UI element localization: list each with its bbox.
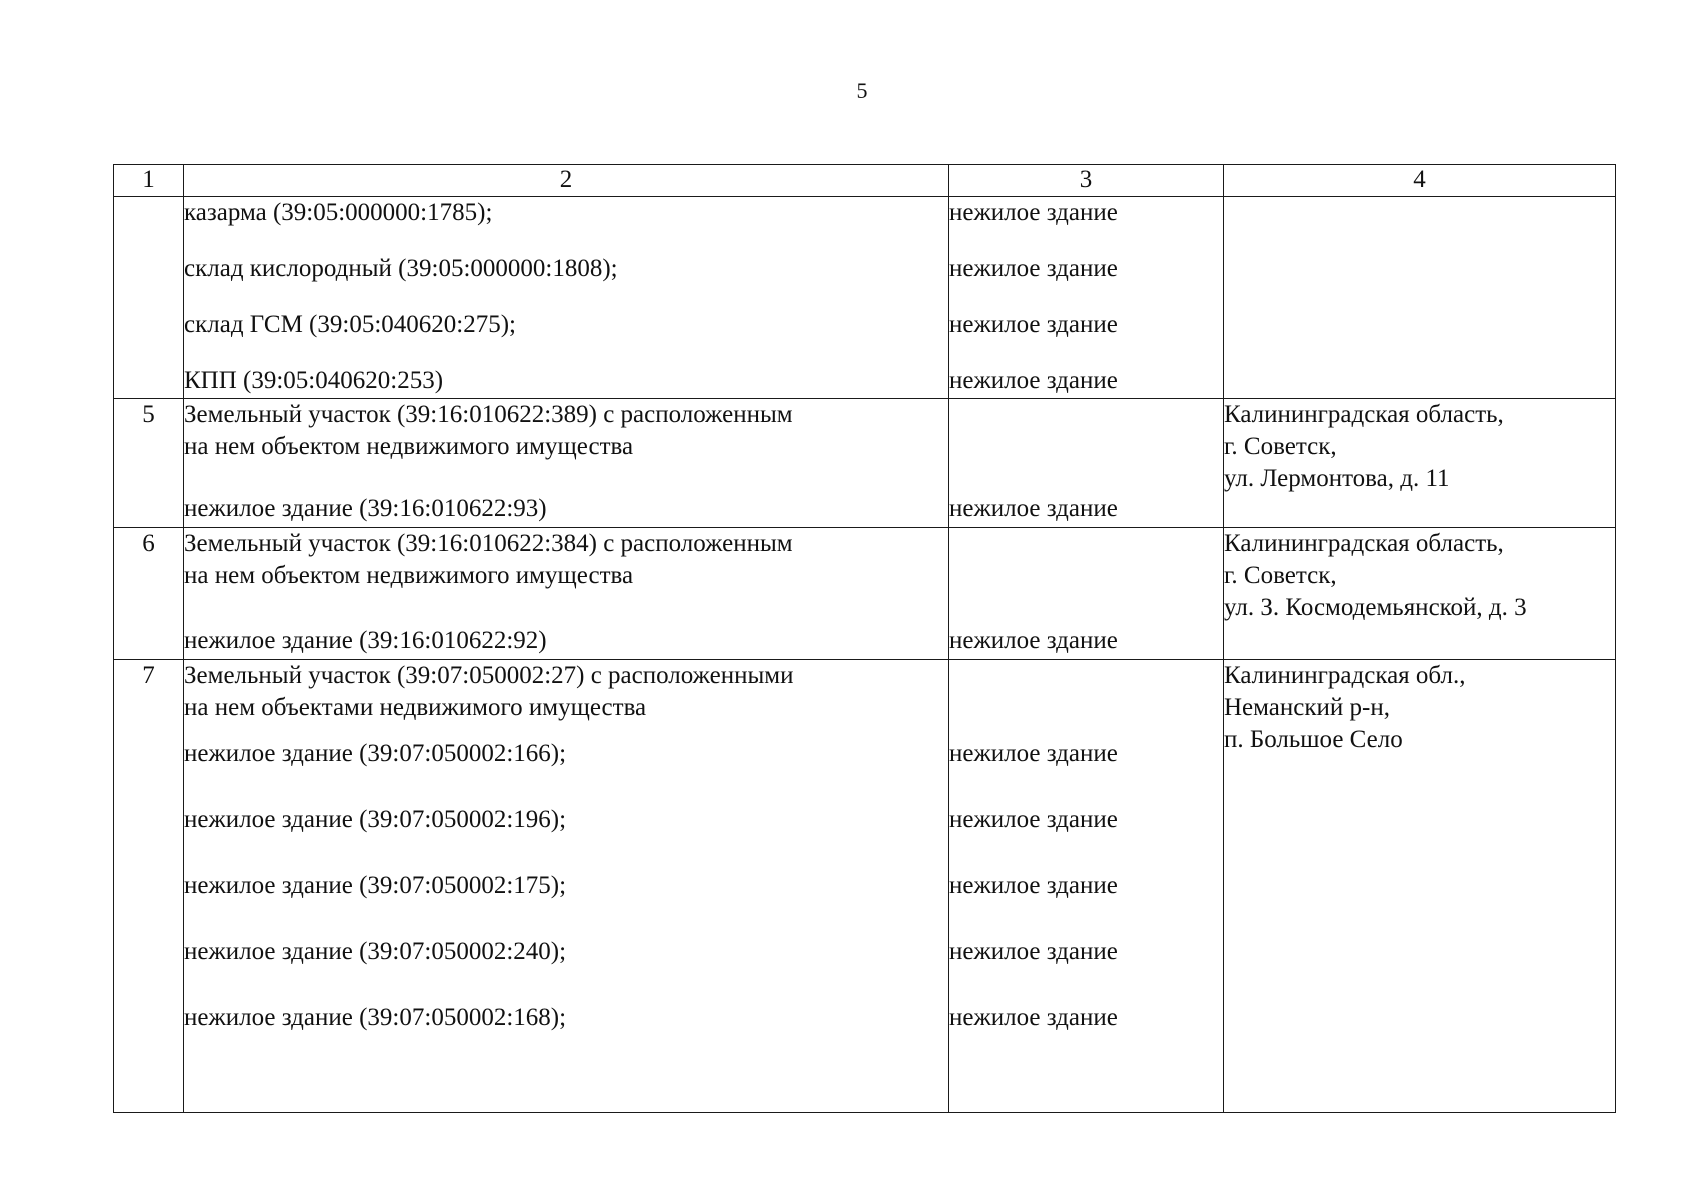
object-type: нежилое здание: [949, 938, 1118, 965]
plot-description-line: на нем объектом недвижимого имущества: [184, 433, 634, 460]
object-name: нежилое здание (39:07:050002:175);: [184, 872, 567, 899]
header-cell-1: 1: [114, 165, 184, 197]
object-type: нежилое здание: [949, 1004, 1118, 1031]
object-list-cell: [184, 197, 949, 399]
plot-description-line: на нем объектом недвижимого имущества: [184, 562, 634, 589]
object-type: нежилое здание: [949, 740, 1118, 767]
address-line: Калининградская область,: [1224, 401, 1504, 428]
address-cell: [1224, 197, 1616, 399]
object-name: склад ГСМ (39:05:040620:275);: [184, 311, 516, 338]
table-row: [114, 399, 1616, 528]
object-list-cell: [184, 399, 949, 528]
address-line: Калининградская обл.,: [1224, 662, 1466, 689]
object-name: нежилое здание (39:07:050002:240);: [184, 938, 567, 965]
row-number: 6: [114, 528, 184, 660]
object-name: казарма (39:05:000000:1785);: [184, 199, 493, 226]
object-type: нежилое здание: [949, 311, 1118, 338]
object-type-cell: [949, 197, 1224, 399]
object-type: нежилое здание: [949, 255, 1118, 282]
object-list-cell: [184, 528, 949, 660]
object-type: нежилое здание: [949, 872, 1118, 899]
object-type: нежилое здание: [949, 199, 1118, 226]
table-row: [114, 660, 1616, 1113]
address-line: Калининградская область,: [1224, 530, 1504, 557]
header-cell-2: 2: [184, 165, 949, 197]
object-type-cell: [949, 528, 1224, 660]
address-cell: [1224, 528, 1616, 660]
row-number: 7: [114, 660, 184, 1113]
object-name: склад кислородный (39:05:000000:1808);: [184, 255, 618, 282]
object-type: нежилое здание: [949, 627, 1118, 654]
address-line: г. Советск,: [1224, 433, 1337, 460]
address-line: п. Большое Село: [1224, 726, 1403, 753]
object-name: нежилое здание (39:07:050002:196);: [184, 806, 567, 833]
address-line: г. Советск,: [1224, 562, 1337, 589]
plot-description-line: на нем объектами недвижимого имущества: [184, 694, 647, 721]
object-name: нежилое здание (39:07:050002:166);: [184, 740, 567, 767]
row-number: 5: [114, 399, 184, 528]
table-row: [114, 528, 1616, 660]
object-name: КПП (39:05:040620:253): [184, 367, 444, 394]
header-cell-4: 4: [1224, 165, 1616, 197]
object-name: нежилое здание (39:07:050002:168);: [184, 1004, 567, 1031]
property-table: [113, 164, 1616, 1113]
page-number: 5: [856, 78, 868, 103]
object-name: нежилое здание (39:16:010622:92): [184, 627, 547, 654]
object-type-cell: [949, 399, 1224, 528]
object-type-cell: [949, 660, 1224, 1113]
address-cell: [1224, 660, 1616, 1113]
object-type: нежилое здание: [949, 806, 1118, 833]
plot-description-line: Земельный участок (39:16:010622:389) с расположенным: [184, 401, 793, 428]
object-list-cell: [184, 660, 949, 1113]
plot-description-line: Земельный участок (39:16:010622:384) с расположенным: [184, 530, 793, 557]
object-type: нежилое здание: [949, 367, 1118, 394]
address-cell: [1224, 399, 1616, 528]
table-header-row: [114, 165, 1616, 197]
header-cell-3: 3: [949, 165, 1224, 197]
address-line: ул. Лермонтова, д. 11: [1224, 465, 1450, 492]
address-line: ул. З. Космодемьянской, д. 3: [1224, 594, 1527, 621]
plot-description-line: Земельный участок (39:07:050002:27) с расположенными: [184, 662, 794, 689]
address-line: Неманский р-н,: [1224, 694, 1390, 721]
object-type: нежилое здание: [949, 495, 1118, 522]
object-name: нежилое здание (39:16:010622:93): [184, 495, 547, 522]
table-row: [114, 197, 1616, 399]
row-number: [114, 197, 184, 399]
